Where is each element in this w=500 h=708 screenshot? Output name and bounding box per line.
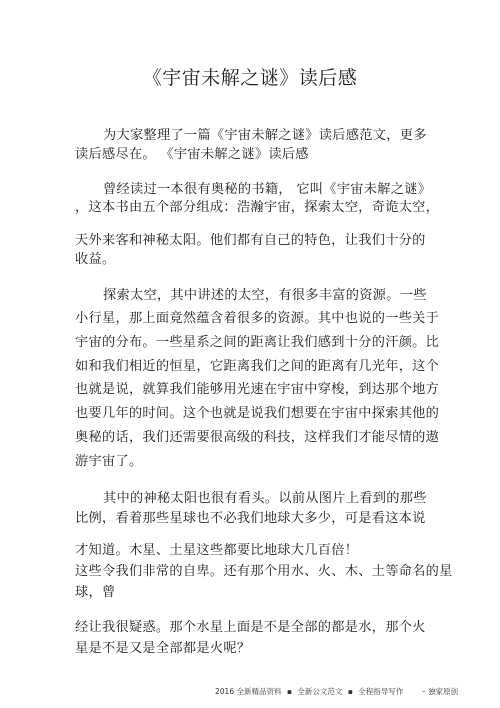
text-line: 也就是说，就算我们能够用光速在宇宙中穿梭，到达那个地方: [75, 382, 440, 397]
text-line: 读后感尽在。 《宇宙未解之谜》读后感: [75, 147, 309, 162]
text-line: 也要几年的时间。这个也就是说我们想要在宇宙中探索其他的: [75, 406, 440, 421]
text-line: ，这本书由五个部分组成：浩瀚宇宙，探索太空，奇诡太空，: [75, 200, 440, 215]
text-line: 这些令我们非常的自卑。还有那个用水、火、木、土等命名的星: [75, 564, 453, 579]
text-line: 球，曾: [75, 585, 116, 600]
footer-text: 独家原创: [428, 687, 459, 696]
text-line: 星是不是又是全部都是火呢？: [75, 641, 251, 656]
footer-separator: ▪: [286, 687, 292, 696]
text-line: 奥秘的话，我们还需要很高级的科技，这样我们才能尽情的遨: [75, 430, 440, 445]
footer-text: 全程指导写作: [358, 687, 404, 696]
footer-separator: ▪: [347, 687, 353, 696]
text-line: 如和我们相近的恒星，它距离我们之间的距离有几光年，这个: [75, 359, 440, 374]
footer-text: 2016 全新精品资料: [215, 687, 282, 696]
text-line: 为大家整理了一篇《宇宙未解之谜》读后感范文，更多: [103, 128, 427, 143]
text-line: 曾经读过一本很有奥秘的书籍， 它叫《宇宙未解之谜》: [103, 182, 432, 197]
page-footer: [215, 686, 458, 697]
text-line: 宇宙的分布。一些星系之间的距离让我们感到十分的汗颜。比: [75, 335, 440, 350]
text-line: 小行星，那上面竟然蕴含着很多的资源。其中也说的一些关于: [75, 311, 440, 326]
text-line: 游宇宙了。: [75, 454, 143, 469]
footer-separator: –: [422, 687, 426, 696]
footer-text: 全新公文范文: [297, 687, 343, 696]
text-line: 比例，看着那些星球也不必我们地球大多少，可是看这本说: [75, 511, 426, 526]
text-line: 才知道。木星、土星这些都要比地球大几百倍！: [75, 543, 359, 558]
page-title: 《宇宙未解之谜》读后感: [142, 67, 358, 89]
text-line: 经让我很疑惑。那个水星上面是不是全部的都是水，那个火: [75, 620, 426, 635]
text-line: 其中的神秘太阳也很有看头。以前从图片上看到的那些: [103, 491, 427, 506]
text-line: 天外来客和神秘太阳。他们都有自己的特色，让我们十分的: [75, 233, 426, 248]
text-line: 收益。: [75, 252, 116, 267]
text-line: 探索太空，其中讲述的太空，有很多丰富的资源。一些: [103, 288, 427, 303]
